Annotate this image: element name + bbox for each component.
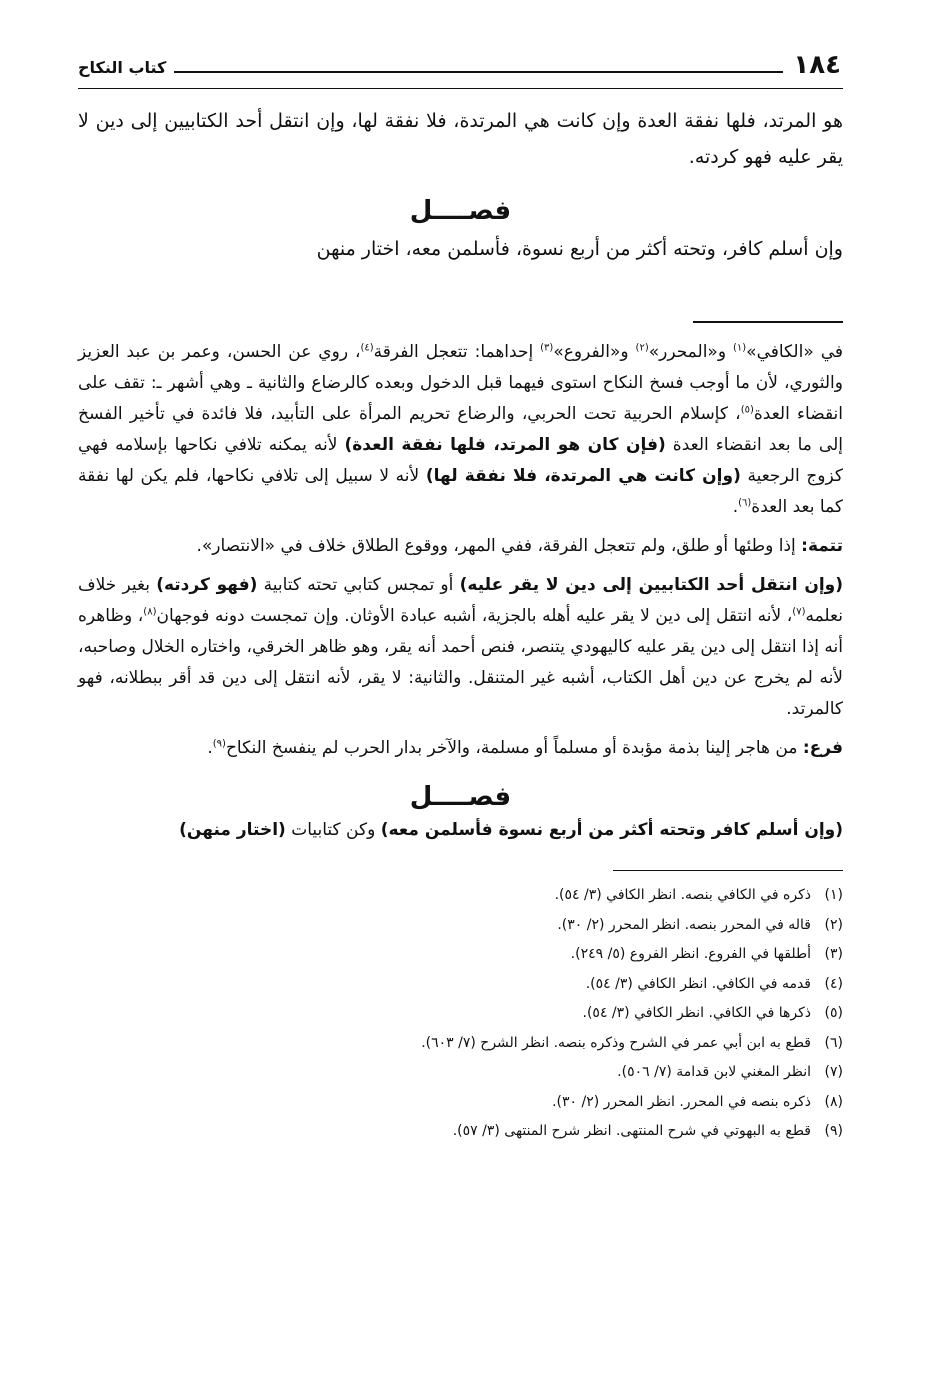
header-divider xyxy=(78,88,843,89)
footnote-text: ذكره في الكافي بنصه. انظر الكافي (٣/ ٥٤). xyxy=(554,887,811,903)
bold-matn-quote: فرع: xyxy=(802,738,843,758)
section-heading: فصــــل xyxy=(409,782,512,812)
footnote-separator xyxy=(613,870,843,871)
commentary-paragraph xyxy=(78,531,843,562)
commentary-text: أو تمجس كتابي تحته كتابية xyxy=(257,575,460,595)
footnote-ref: (٩) xyxy=(212,738,226,750)
book-page xyxy=(78,42,843,1147)
footnote-ref: (٨) xyxy=(143,606,157,618)
bold-matn-quote: (وإن كانت هي المرتدة، فلا نفقة لها) xyxy=(425,466,741,486)
footnote-text: أطلقها في الفروع. انظر الفروع (٥/ ٢٤٩). xyxy=(570,946,811,962)
footnote-number: (٧) xyxy=(824,1064,843,1080)
commentary-text: و«المحرر» xyxy=(648,342,733,362)
footnote-ref: (١) xyxy=(732,342,747,354)
commentary-text: وكن كتابيات xyxy=(285,820,381,840)
footnote-text: قطع به ابن أبي عمر في الشرح وذكره بنصه. انظر الشرح (٧/ ٦٠٣). xyxy=(421,1034,811,1051)
footnote-number: (٨) xyxy=(824,1093,843,1110)
bold-matn-quote: (وإن انتقل أحد الكتابيين إلى دين لا يقر عليه) xyxy=(459,575,843,595)
commentary-paragraph xyxy=(78,733,843,764)
footnote-item xyxy=(78,881,843,911)
footnote-text: انظر المغني لابن قدامة (٧/ ٥٠٦). xyxy=(617,1064,811,1080)
commentary-text: ، وظاهره أنه إذا انتقل إلى دين يقر عليه كاليهودي يتنصر، فنص أحمد أنه يقر، وهو ظاهر الخرقي، واختاره الخلال وصاحبه، لأنه لم يخرج عن دين أهل الكتاب، أشبه غير المتنقل. والثانية: لا يقر، لأنه انتقل إلى دين قد أقر ببطلانه، فهو كالمرتد. xyxy=(78,606,843,719)
footnote-item xyxy=(78,1058,843,1088)
footnote-text: ذكرها في الكافي. انظر الكافي (٣/ ٥٤). xyxy=(582,1005,811,1021)
commentary-text: إحداهما: تتعجل الفرقة xyxy=(373,342,541,362)
commentary-text: . xyxy=(207,738,213,758)
bold-matn-quote: (فإن كان هو المرتد، فلها نفقة العدة) xyxy=(344,435,666,455)
commentary-paragraph xyxy=(78,815,843,846)
footnote-item xyxy=(78,1088,843,1118)
footnote-ref: (٥) xyxy=(740,404,754,416)
book-title: كتاب النكاح xyxy=(78,58,167,77)
commentary-text: . xyxy=(732,497,739,517)
commentary-text: ، كإسلام الحربية تحت الحربي، والرضاع تحريم المرأة على التأبيد، فلا فائدة في تأخير الفسخ إلى ما بعد انقضاء العدة xyxy=(78,404,843,455)
footnote-ref: (٧) xyxy=(792,606,806,618)
commentary-text: لأنه يمكنه تلافي نكاحها بإسلامه فهي كزوج الرجعية xyxy=(78,435,843,486)
commentary xyxy=(78,337,843,846)
bold-matn-quote: (اختار منهن) xyxy=(179,820,286,840)
bold-matn-quote: تتمة: xyxy=(801,536,843,556)
footnote-item xyxy=(78,911,843,941)
footnote-number: (١) xyxy=(824,887,843,903)
commentary-text: لأنه لا سبيل إلى تلافي نكاحها، فلم يكن لها نفقة كما بعد العدة xyxy=(78,466,843,517)
commentary-paragraph xyxy=(78,337,843,523)
commentary-text: و«الفروع» xyxy=(553,342,636,362)
bold-matn-quote: (وإن أسلم كافر وتحته أكثر من أربع نسوة فأسلمن معه) xyxy=(380,820,843,840)
footnote-text: ذكره بنصه في المحرر. انظر المحرر (٢/ ٣٠). xyxy=(552,1093,811,1110)
header-rule xyxy=(174,71,783,73)
footnote-item xyxy=(78,1117,843,1147)
commentary-paragraph xyxy=(78,570,843,725)
footnote-number: (٣) xyxy=(824,946,843,962)
footnote-item xyxy=(78,999,843,1029)
footnotes-list xyxy=(78,881,843,1147)
bold-matn-quote: (فهو كردته) xyxy=(156,575,258,595)
footnote-number: (٩) xyxy=(824,1123,843,1139)
footnote-ref: (٤) xyxy=(360,342,374,354)
commentary-text: ، روي عن الحسن، وعمر بن عبد العزيز والثوري، لأن ما أوجب فسخ النكاح استوى فيهما قبل الدخول وبعده كالرضاع والثانية ـ وهي أشهر ـ: تقف على انقضاء العدة xyxy=(78,342,844,424)
footnote-item xyxy=(78,1029,843,1059)
commentary-text: في «الكافي» xyxy=(746,342,843,362)
footnote-item xyxy=(78,940,843,970)
commentary-text: من هاجر إلينا بذمة مؤبدة أو مسلماً أو مسلمة، والآخر بدار الحرب لم ينفسخ النكاح xyxy=(225,738,803,758)
main-text xyxy=(78,103,843,267)
footnote-item xyxy=(78,970,843,1000)
commentary-separator xyxy=(693,321,843,323)
main-paragraph-1: هو المرتد، فلها نفقة العدة وإن كانت هي المرتدة، فلا نفقة لها، وإن انتقل أحد الكتابيين إلى دين لا يقر عليه فهو كردته. xyxy=(78,110,843,168)
commentary-text: ، لأنه انتقل إلى دين لا يقر عليه أهله بالجزية، أشبه عبادة الأوثان. وإن تمجست دونه فوجهان xyxy=(156,606,793,626)
commentary-text: بغير خلاف نعلمه xyxy=(78,575,843,626)
main-paragraph-2: وإن أسلم كافر، وتحته أكثر من أربع نسوة، فأسلمن معه، اختار منهن xyxy=(316,238,843,260)
footnote-text: قاله في المحرر بنصه. انظر المحرر (٢/ ٣٠). xyxy=(557,916,811,933)
footnote-text: قطع به البهوتي في شرح المنتهى. انظر شرح المنتهى (٣/ ٥٧). xyxy=(452,1123,811,1139)
page-number: ١٨٤ xyxy=(793,50,841,80)
section-heading: فصــــل xyxy=(409,196,512,226)
footnote-number: (٦) xyxy=(824,1034,843,1051)
footnote-ref: (٦) xyxy=(738,497,752,509)
footnote-number: (٢) xyxy=(824,916,843,933)
footnote-ref: (٣) xyxy=(540,342,554,354)
footnote-ref: (٢) xyxy=(635,342,649,354)
footnote-number: (٤) xyxy=(824,975,843,992)
footnote-number: (٥) xyxy=(824,1005,843,1021)
commentary-text: إذا وطئها أو طلق، ولم تتعجل الفرقة، ففي المهر، ووقوع الطلاق خلاف في «الانتصار». xyxy=(196,536,802,556)
footnote-text: قدمه في الكافي. انظر الكافي (٣/ ٥٤). xyxy=(585,975,811,992)
page-header xyxy=(78,42,843,88)
